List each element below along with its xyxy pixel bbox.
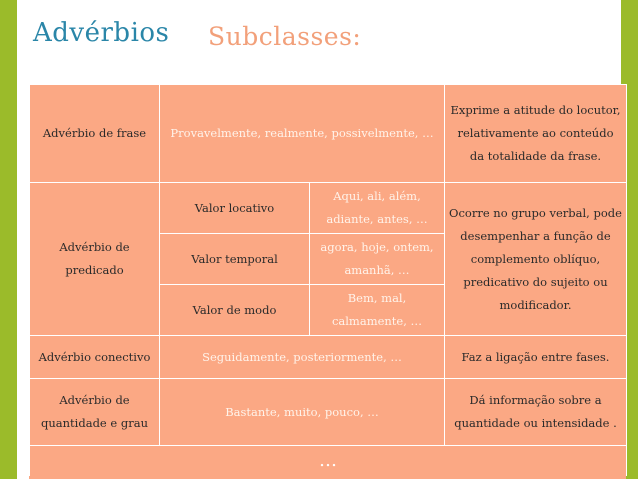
description-cell: Exprime a atitude do locutor, relativamente ao conteúdo da totalidade da frase.	[445, 85, 627, 183]
examples-cell: Bastante, muito, pouco, …	[160, 379, 445, 446]
adverb-subclasses-table	[29, 84, 627, 476]
table-row	[30, 446, 627, 476]
page-subtitle: Subclasses:	[208, 22, 362, 51]
description-cell: Faz a ligação entre fases.	[445, 336, 627, 379]
page-title: Advérbios	[33, 18, 170, 48]
examples-cell: Seguidamente, posteriormente, …	[160, 336, 445, 379]
label-cell: Advérbio de frase	[30, 85, 160, 183]
adverb-table-container	[29, 84, 626, 479]
label-cell: Advérbio de quantidade e grau	[30, 379, 160, 446]
value-cell: Valor de modo	[160, 285, 310, 336]
examples-cell: Provavelmente, realmente, possivelmente, …	[160, 85, 445, 183]
examples-cell: Bem, mal, calmamente, …	[310, 285, 445, 336]
table-row	[30, 336, 627, 379]
table-row	[30, 379, 627, 446]
value-cell: Valor temporal	[160, 234, 310, 285]
description-cell: Ocorre no grupo verbal, pode desempenhar a função de complemento oblíquo, predicativo do sujeito ou modificador.	[445, 183, 627, 336]
more-rows-ellipsis: …	[30, 446, 627, 476]
table-row	[30, 85, 627, 183]
left-accent-bar	[0, 0, 17, 479]
table-row	[30, 183, 627, 234]
examples-cell: Aqui, ali, além, adiante, antes, …	[310, 183, 445, 234]
label-cell: Advérbio conectivo	[30, 336, 160, 379]
description-cell: Dá informação sobre a quantidade ou intensidade .	[445, 379, 627, 446]
examples-cell: agora, hoje, ontem, amanhã, …	[310, 234, 445, 285]
label-cell: Advérbio de predicado	[30, 183, 160, 336]
value-cell: Valor locativo	[160, 183, 310, 234]
